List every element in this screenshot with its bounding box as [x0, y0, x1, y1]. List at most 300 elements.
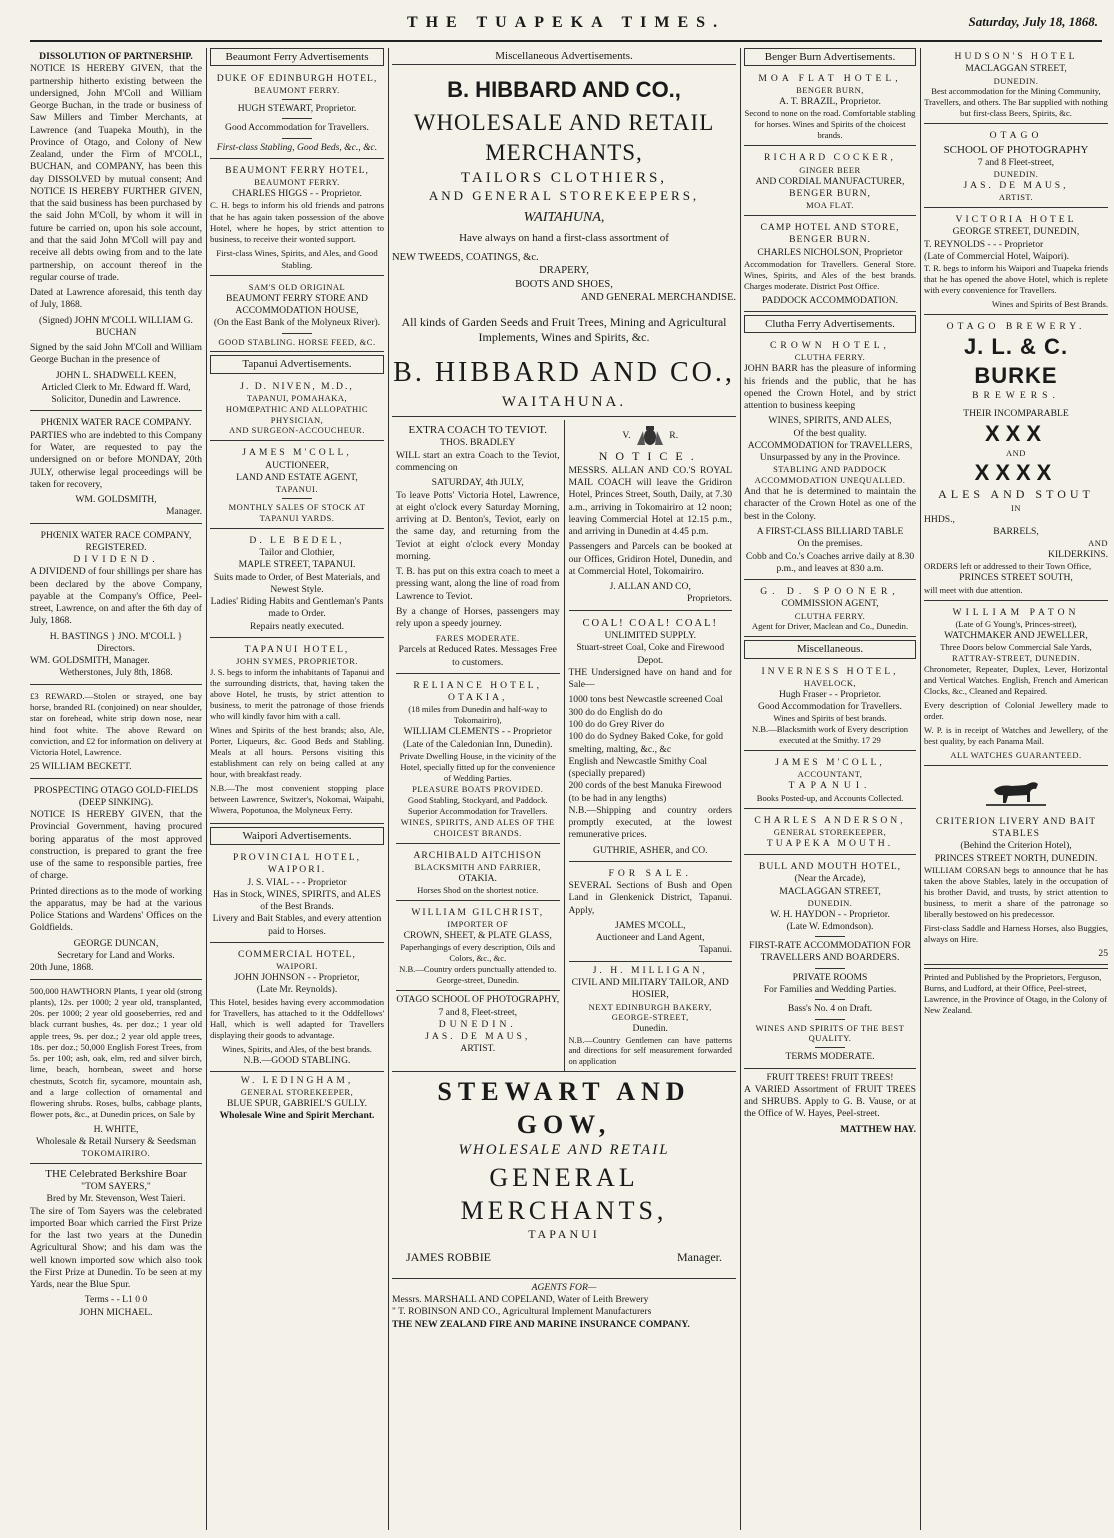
column-rule: [740, 48, 741, 1530]
ad-body: SEVERAL Sections of Bush and Open Land in Glenkenick District, Tapanui. Apply,: [568, 880, 732, 916]
ad-place: DUNEDIN.: [993, 169, 1039, 180]
royal-crest-icon: [633, 425, 667, 447]
for-sale-ad: [569, 865, 733, 962]
ad-goods: BOOTS AND SHOES,: [515, 278, 613, 290]
ad-body: (18 miles from Dunedin and half-way to Tokomairiro),: [408, 704, 548, 726]
ad-place: CLUTHA FERRY.: [794, 352, 866, 363]
ad-place: BENGER BURN,: [796, 85, 864, 96]
ad-place: TAPANUI.: [788, 780, 872, 792]
ad-body: On the premises.: [797, 538, 863, 550]
ad-date: SATURDAY, 4th JULY,: [431, 477, 524, 489]
ad-heading: EXTRA COACH TO TEVIOT.: [408, 424, 548, 437]
paton-ad: [924, 604, 1108, 766]
ad-proprietor: CHARLES NICHOLSON, Proprietor: [757, 246, 903, 258]
ad-signature: JAS. DE MAUS,: [963, 179, 1069, 191]
ad-role: COMMISSION AGENT,: [781, 598, 879, 610]
section-header: Miscellaneous Advertisements.: [392, 48, 736, 65]
ad-role: LAND AND ESTATE AGENT,: [236, 471, 358, 483]
ad-body: To leave Potts' Victoria Hotel, Lawrence, at eight o'clock every Saturday Morning, arriving at D. Benton's, Teviot, early on the same day, and returning from the Teviot at eight o'clock every Monday morning.: [396, 489, 560, 562]
ad-subheading: AND GENERAL STOREKEEPERS,: [428, 188, 700, 204]
ad-body: A VARIED Assortment of FRUIT TREES and SHRUBS. Apply to G. B. Vause, or at the Office of W. Hayes, Peel-street.: [744, 1083, 916, 1120]
ad-body: Signed by the said John M'Coll and William George Buchan in the presence of: [30, 342, 202, 366]
ad-place: MOA FLAT.: [806, 200, 854, 211]
ad-role: BLACKSMITH AND FARRIER,: [414, 861, 541, 872]
ad-body: Superior Accommodation for Travellers.: [408, 805, 548, 816]
ad-body: ACCOMMODATION for TRAVELLERS,: [747, 439, 913, 451]
issue-date: Saturday, July 18, 1868.: [968, 14, 1098, 29]
ad-body: Bred by Mr. Stevenson, West Taieri.: [46, 1193, 186, 1205]
coal-line: English and Newcastle Smithy Coal (specially prepared): [568, 755, 708, 780]
ad-role: AND CORDIAL MANUFACTURER,: [755, 175, 905, 187]
ad-subheading: WHOLESALE AND RETAIL: [458, 1142, 670, 1159]
photography-ad: [396, 994, 560, 1055]
ad-signature: MATTHEW HAY.: [840, 1123, 916, 1135]
ad-place: Tapanui.: [698, 944, 732, 956]
ad-body: Stuart-street Coal, Coke and Firewood Depot.: [576, 642, 725, 666]
ad-heading: RELIANCE HOTEL, OTAKIA,: [413, 679, 543, 704]
ad-body: Printed directions as to the mode of working the apparatus, may be had at the various Police Stations and Wardens' Offices on the Goldfields.: [30, 885, 202, 934]
section-header: Miscellaneous.: [744, 640, 916, 658]
ad-place: DUNEDIN.: [993, 75, 1039, 86]
ad-terms: Terms - - L1 0 0: [84, 1294, 148, 1306]
ad-body: By a change of Horses, passengers may rely upon a speedy journey.: [396, 605, 560, 630]
ad-body: Repairs neatly executed.: [249, 620, 345, 632]
ad-body: Chronometer, Repeater, Duplex, Lever, Horizontal and Vertical Watches. English, French and American Clocks, &c., Cleaned and Repaired.: [924, 663, 1108, 696]
ad-signature: JOHN MICHAEL.: [79, 1306, 153, 1318]
ad-place: TAPANUI.: [276, 484, 318, 495]
ad-body: Good Accommodation for Travellers.: [225, 122, 369, 134]
boar-ad: [30, 1167, 202, 1319]
coal-line: 100 do do Sydney Baked Coke, for gold smelting, malting, &c., &c: [568, 731, 724, 755]
ad-body: MONTHLY SALES OF STOCK AT TAPANUI YARDS.: [228, 501, 366, 523]
ad-body: Dated at Lawrence aforesaid, this tenth day of July, 1868.: [30, 287, 202, 311]
ad-heading: DISSOLUTION OF PARTNERSHIP.: [39, 51, 193, 62]
ad-body: N.B.—Shipping and country orders promptly executed, at the lowest remunerative prices.: [568, 804, 732, 841]
agent-line: Messrs. MARSHALL AND COPELAND, Water of Leith Brewery: [392, 1294, 649, 1306]
ad-role: Auctioneer and Land Agent,: [595, 932, 705, 944]
ad-role: AUCTIONEER,: [265, 459, 329, 471]
ad-body: This Hotel, besides having every accommodation for Travellers, has attached to it the Oddfellows' Hall, which is well adapted for Travellers displaying their goods to advantage.: [210, 996, 384, 1040]
ad-body: KILDERKINS.: [1048, 549, 1108, 561]
ad-role: ACCOUNTANT,: [797, 769, 863, 780]
ad-body: Ladies' Riding Habits and Gentleman's Pants made to Order.: [210, 596, 384, 620]
prospecting-notice: [30, 782, 202, 980]
ad-goods: AND GENERAL MERCHANDISE.: [580, 292, 736, 304]
lebedel-ad: [210, 532, 384, 638]
ad-body: JOHN BARR has the pleasure of informing his friends and the public, that he has opened the Crown Hotel, and by strict attention to business keeping: [744, 363, 916, 412]
coal-ad: [569, 614, 733, 862]
ad-heading: PHŒNIX WATER RACE COMPANY, REGISTERED.: [40, 529, 192, 553]
ad-signature: H. WHITE,: [93, 1123, 139, 1135]
aitchison-ad: [396, 847, 560, 901]
hudsons-hotel-ad: [924, 48, 1108, 124]
ad-role: GINGER BEER: [799, 164, 861, 175]
ad-body: (Late of the Caledonian Inn, Dunedin).: [403, 738, 553, 750]
ad-place: DUNEDIN.: [438, 1018, 517, 1030]
ad-signature: (Signed) JOHN M'COLL WILLIAM G. BUCHAN: [39, 314, 193, 338]
ad-body: Wines and Spirits of Best Brands.: [991, 299, 1108, 310]
coal-line: 300 do do English do do: [568, 706, 663, 718]
ad-place: WAIPORI.: [276, 961, 318, 972]
ad-role: Proprietors.: [686, 593, 732, 605]
ad-heading: FRUIT TREES! FRUIT TREES!: [766, 1071, 894, 1083]
ad-role: Tailor and Clothier,: [259, 547, 335, 558]
manager-role: Manager.: [677, 1250, 722, 1265]
ad-heading: SCHOOL OF PHOTOGRAPHY: [943, 143, 1089, 156]
ad-tag: SAM'S OLD ORIGINAL: [248, 281, 346, 292]
cocker-ad: [744, 149, 916, 216]
allan-notice: [569, 420, 733, 610]
ad-body: NOTICE IS HEREBY GIVEN, that the partnership hitherto existing between the undersigned, John M'Coll and William George Buchan, in the trade or business of Saw Millers and Timber Merchants, at Lawrence (and Tuapeka Mouth), in the Province of Otago, and Colony of New Zealand, under the Firm of M'COLL, BUCHAN, and COMPANY, has been this day DISSOLVED by mutual consent; And NOTICE IS HEREBY FURTHER GIVEN, that the said business has been purchased by the said John M'Coll, by whom it will in future be carried on, upon his sole account, and that the said John M'Coll will pay and receive all debts owing from and to the late partnership, on account thereof in the regular course of trade.: [30, 63, 202, 283]
ad-place: TAPANUI: [528, 1227, 600, 1242]
ad-proprietor: WILLIAM CLEMENTS - - Proprietor: [403, 726, 552, 738]
reward-notice: [30, 688, 202, 779]
ad-body: Has in Stock, WINES, SPIRITS, and ALES of the Best Brands.: [213, 888, 381, 913]
manager-line: [406, 1250, 722, 1265]
criterion-stables-ad: [924, 769, 1108, 965]
ad-body: Wines and Spirits of the best brands; also, Ale, Porter, Liqueurs, &c. Good Beds and Stabling. Meals at all hours. Persons visiting this establishment can rely on being called at any hour, with breakfast ready.: [210, 725, 384, 779]
ad-place: TAPANUI, POMAHAKA,: [246, 392, 348, 403]
stewart-gow-ad: [392, 1072, 736, 1279]
ledingham-ad: [210, 1075, 384, 1123]
column-1: [30, 48, 202, 1530]
ad-signature: GEORGE DUNCAN,: [73, 937, 159, 949]
ad-body: N.B.—GOOD STABLING.: [243, 1054, 351, 1066]
ad-signature: WM. GOLDSMITH,: [75, 494, 157, 506]
ad-body: The sire of Tom Sayers was the celebrated imported Boar which carried the First Prize for the last two years at the Dunedin Agricultural Show; and his dam was the well known imported sow which also took the First Prize at Dunedin. To be seen at my Yards, near the Blue Spur.: [30, 1205, 202, 1291]
ad-heading: THE Celebrated Berkshire Boar: [45, 1167, 187, 1180]
bull-mouth-hotel-ad: [744, 858, 916, 1069]
ad-body: PLEASURE BOATS PROVIDED.: [412, 783, 544, 794]
ad-signature: JAMES M'COLL,: [615, 919, 686, 931]
ad-body: NOTICE IS HEREBY GIVEN, that the Provincial Government, having procured boring apparatus of the most approved construction, is prepared to grant the free use of the same to responsible parties, free of charge.: [30, 809, 202, 882]
ad-proprietor: CHARLES HIGGS - - Proprietor.: [232, 188, 362, 200]
brand-xxx: XXX: [984, 421, 1048, 447]
ad-place: BEAUMONT FERRY.: [254, 85, 340, 96]
ad-directors: H. BASTINGS } JNO. M'COLL } Directors.: [49, 630, 183, 654]
two-column-ads: [392, 420, 736, 1071]
column-2: [210, 48, 384, 1530]
ad-heading: B. HIBBARD AND CO.,: [447, 77, 681, 103]
ad-body: And that he is determined to maintain the character of the Crown Hotel as one of the best in the Colony.: [744, 486, 916, 522]
ad-place: BEAUMONT FERRY.: [254, 177, 340, 188]
ad-tag: OTAGO: [989, 130, 1043, 142]
ad-body: (Late of Commercial Hotel, Waipori).: [924, 250, 1070, 262]
horse-icon: [986, 776, 1046, 812]
vr-letter: V.: [622, 430, 631, 442]
phoenix-dividend: [30, 527, 202, 685]
ad-heading: J. D. NIVEN, M.D.,: [240, 380, 354, 392]
ad-body: £3 REWARD.—Stolen or strayed, one bay horse, branded RL (conjoined) on near shoulder, star on forehead, white strip down nose, near hind foot white. The above Reward on conviction, and £2 for information on delivery at Victoria Hotel, Lawrence.: [30, 690, 202, 757]
ad-body: Every description of Colonial Jewellery made to order.: [924, 699, 1108, 721]
section-header: Clutha Ferry Advertisements.: [744, 315, 916, 333]
ad-body: N.B.—Blacksmith work of Every description executed at the Smithy. 17 29: [751, 724, 909, 746]
ad-role: AND SURGEON-ACCOUCHEUR.: [229, 425, 365, 436]
ad-heading: AGENTS FOR—: [531, 1281, 597, 1293]
ad-heading: OTAGO SCHOOL OF PHOTOGRAPHY,: [396, 994, 560, 1006]
ad-body: FIRST-RATE ACCOMMODATION FOR TRAVELLERS AND BOARDERS.: [749, 940, 911, 964]
ad-body: N.B.—The most convenient stopping place between Lawrence, Switzer's, Nokomai, Waipahi, Wiwera, Popotunoa, the Molyneux Ferry.: [210, 783, 384, 815]
ad-body: Private Dwelling House, in the vicinity of the Hotel, specially fitted up for the convenience of Wedding Parties.: [399, 750, 557, 783]
ad-body: WINES, SPIRITS, AND ALES,: [768, 415, 892, 427]
brewery-name: J. L. & C. BURKE: [963, 334, 1069, 388]
ad-heading: NOTICE.: [598, 449, 702, 464]
ad-body: Articled Clerk to Mr. Edward ff. Ward, Solicitor, Dunedin and Lawrence.: [41, 381, 191, 406]
agents-list: [392, 1282, 736, 1331]
ad-body: A DIVIDEND of four shillings per share has been declared by the above Company, payable at the Company's Office, Peel-street, Lawrence, on and after the 6th day of July, 1868.: [30, 566, 202, 627]
ad-heading: CROWN HOTEL,: [770, 340, 890, 352]
ad-body: N.B.—Country Gentlemen can have patterns and directions for self measurement forwarded on application: [568, 1035, 732, 1067]
ad-heading: GENERAL MERCHANTS,: [460, 1162, 668, 1225]
ad-heading: STEWART AND GOW,: [437, 1076, 691, 1140]
ad-heading: VICTORIA HOTEL: [955, 214, 1077, 226]
ad-body: TERMS MODERATE.: [785, 1051, 875, 1063]
milligan-ad: [569, 965, 733, 1068]
ad-body: Have always on hand a first-class assortment of: [459, 231, 669, 244]
section-header: Waipori Advertisements.: [210, 827, 384, 845]
hibbard-ad: [392, 69, 736, 417]
ad-proprietor: JOHN SYMES, PROPRIETOR.: [236, 656, 358, 667]
ad-heading: WILLIAM PATON: [952, 606, 1080, 618]
ad-place: Dunedin.: [632, 1023, 668, 1035]
tapanui-hotel-ad: [210, 641, 384, 824]
ad-heading: HUDSON'S HOTEL: [954, 51, 1078, 62]
ad-heading: CHARLES ANDERSON,: [754, 814, 906, 826]
ad-body: Three Doors below Commercial Sale Yards,: [940, 642, 1092, 653]
mccoll-auctioneer-ad: [210, 444, 384, 528]
ad-heading: INVERNESS HOTEL,: [761, 665, 899, 677]
ad-heading: PROSPECTING OTAGO GOLD-FIELDS (DEEP SINKING).: [33, 784, 199, 808]
ad-body: STABLING AND PADDOCK ACCOMMODATION UNEQUALLED.: [754, 464, 906, 486]
ad-body: PARTIES who are indebted to this Company for Water, are requested to pay the undersigned on or before MONDAY, 20th JULY, otherwise legal proceedings will be taken for recovery,: [30, 429, 202, 490]
ad-body: First-class Saddle and Harness Horses, also Buggies, always on Hire.: [924, 922, 1108, 944]
section-header: Tapanui Advertisements.: [210, 355, 384, 373]
ad-role: Wholesale & Retail Nursery & Seedsman: [35, 1135, 197, 1147]
ad-proprietor: THOS. BRADLEY: [440, 437, 516, 449]
ad-heading: PHŒNIX WATER RACE COMPANY.: [40, 417, 192, 429]
ad-place: RATTRAY-STREET, DUNEDIN.: [952, 653, 1080, 664]
ad-body: First-class Stabling, Good Beds, &c., &c.: [216, 141, 378, 153]
ad-role: IMPORTER OF: [447, 919, 509, 930]
ad-body: GEORGE STREET, DUNEDIN,: [952, 226, 1080, 238]
vr-letter: R.: [669, 430, 679, 442]
ad-body: will meet with due attention.: [924, 584, 1023, 595]
victoria-hotel-ad: [924, 211, 1108, 315]
ad-place: WAITAHUNA.: [501, 394, 627, 411]
ad-role: HOMŒPATHIC AND ALLOPATHIC PHYSICIAN,: [225, 403, 369, 425]
ad-role: ARTIST.: [460, 1043, 496, 1055]
ad-place: TUAPEKA MOUTH.: [766, 837, 894, 849]
ad-role: GENERAL STOREKEEPER,: [240, 1087, 354, 1098]
mccoll-accountant-ad: [744, 754, 916, 808]
ad-heading: CRITERION LIVERY AND BAIT STABLES: [935, 815, 1097, 840]
ad-heading: PROVINCIAL HOTEL, WAIPORI.: [233, 852, 361, 876]
ad-heading: JAMES M'COLL,: [242, 447, 352, 459]
ad-subheading: "TOM SAYERS,": [81, 1180, 151, 1192]
ad-body: Agent for Driver, Maclean and Co., Dunedin.: [751, 621, 909, 632]
ad-subheading: UNLIMITED SUPPLY.: [604, 630, 697, 642]
ad-subheading: TAILORS CLOTHIERS,: [460, 170, 668, 187]
coal-line: 1000 tons best Newcastle screened Coal: [568, 694, 723, 706]
anderson-ad: [744, 812, 916, 855]
agent-line: THE NEW ZEALAND FIRE AND MARINE INSURANCE COMPANY.: [392, 1318, 690, 1330]
column-5: [924, 48, 1108, 1530]
ad-body: IN: [1011, 502, 1021, 513]
imprint: Printed and Published by the Proprietors, Ferguson, Burns, and Ludford, at their Office, Peel-street, Lawrence, in the Province of Otago, in the Colony of New Zealand.: [924, 968, 1108, 1016]
ad-heading: G. D. SPOONER,: [760, 586, 900, 598]
ad-role: WATCHMAKER AND JEWELLER,: [944, 629, 1088, 641]
ad-body: THEIR INCOMPARABLE: [963, 407, 1069, 419]
ad-role: Secretary for Land and Works.: [57, 949, 175, 961]
left-subcolumn: [392, 420, 565, 1070]
ad-proprietor: W. H. HAYDON - - Proprietor.: [770, 908, 890, 920]
ad-body: Suits made to Order, of Best Materials, and Newest Style.: [213, 571, 381, 595]
ad-heading: ARCHIBALD AITCHISON: [413, 849, 543, 861]
ad-body: (Late of G Young's, Princes-street),: [955, 618, 1077, 629]
ad-heading: BEAUMONT FERRY STORE AND ACCOMMODATION HOUSE,: [226, 292, 368, 317]
ad-heading: W. LEDINGHAM,: [240, 1074, 354, 1086]
ad-place: George-street, Dunedin.: [436, 975, 520, 986]
ad-body: MESSRS. ALLAN AND CO.'S ROYAL MAIL COACH will leave the Gridiron Hotel, Princes Street, South, Daily, at 7.30 a.m., arriving in Tokomairiro at 12 noon; leaving Commercial Hotel at 12.15 p.m., and arriving in Dunedin at 4.45 p.m.: [568, 464, 732, 538]
ad-body: W. P. is in receipt of Watches and Jewellery, of the best quality, by each Panama Mail.: [924, 724, 1108, 746]
column-4: [744, 48, 916, 1530]
masthead: [30, 14, 1102, 42]
ad-place: Wetherstones, July 8th, 1868.: [59, 667, 173, 679]
ad-body: Of the best quality.: [793, 427, 867, 439]
ad-body: BARRELS,: [993, 525, 1039, 537]
ad-heading: COMMERCIAL HOTEL,: [238, 948, 356, 960]
ad-body: 7 and 8 Fleet-street,: [977, 156, 1055, 168]
hawthorn-ad: [30, 983, 202, 1164]
ad-body: MACLAGGAN STREET,: [779, 885, 881, 897]
provincial-hotel-ad: [210, 849, 384, 943]
ad-proprietor: A. T. BRAZIL, Proprietor.: [779, 96, 881, 108]
brewery-ad: [924, 318, 1108, 600]
ad-body: HHDS.,: [924, 513, 955, 525]
ad-heading: RICHARD COCKER,: [764, 152, 896, 164]
crown-hotel-ad: [744, 337, 916, 580]
ad-body: Second to none on the road. Comfortable stabling for horses. Wines and Spirits of the choicest brands.: [744, 108, 916, 141]
ad-body: ALES AND STOUT: [938, 487, 1094, 502]
ad-heading: DUKE OF EDINBURGH HOTEL,: [216, 73, 378, 85]
ad-body: For Families and Wedding Parties.: [763, 984, 897, 996]
ad-place: DUNEDIN.: [807, 897, 853, 908]
ad-body: N.B.—Country orders punctually attended to.: [399, 964, 557, 975]
commercial-hotel-ad: [210, 946, 384, 1072]
ad-body: Wines, Spirits, and Ales, of the best brands.: [222, 1043, 372, 1054]
ad-body: Best accommodation for the Mining Community, Travellers, and others. The Bar supplied with nothing but first-class Beers, Spirits, &c.: [924, 86, 1108, 119]
ad-signature: JAS. DE MAUS,: [425, 1031, 531, 1043]
coal-line: 100 do do Grey River do: [568, 718, 665, 730]
ad-place: TOKOMAIRIRO.: [81, 1148, 151, 1159]
ad-body: ORDERS left or addressed to their Town Office,: [924, 561, 1092, 572]
ad-signature: J. ALLAN AND CO,: [609, 581, 691, 593]
ad-footer: Horses Shod on the shortest notice.: [417, 884, 539, 895]
ad-heading: WILLIAM GILCHRIST,: [411, 906, 545, 918]
ad-body: PADDOCK ACCOMMODATION.: [761, 294, 899, 306]
ad-heading: D. LE BEDEL,: [249, 534, 345, 546]
coach-ad: [396, 420, 560, 673]
ad-heading: OTAGO BREWERY.: [946, 321, 1086, 333]
camp-hotel-ad: [744, 219, 916, 312]
ad-body: Livery and Bait Stables, and every attention paid to Horses.: [212, 913, 382, 937]
ad-body: Bass's No. 4 on Draft.: [787, 1003, 873, 1015]
niven-ad: [210, 378, 384, 442]
ad-subheading: DIVIDEND.: [73, 554, 159, 566]
ad-role: Manager.: [166, 506, 202, 518]
sams-store-ad: [210, 279, 384, 353]
beaumont-ferry-hotel-ad: [210, 162, 384, 276]
right-subcolumn: [565, 420, 737, 1070]
ad-goods: DRAPERY,: [539, 265, 589, 277]
ad-proprietor: T. REYNOLDS - - - Proprietor: [924, 238, 1044, 250]
ad-body: NEXT EDINBURGH BAKERY, GEORGE-STREET,: [588, 1001, 712, 1023]
ad-place: PRINCES STREET NORTH, DUNEDIN.: [934, 852, 1098, 864]
ad-body: ALL WATCHES GUARANTEED.: [950, 749, 1082, 760]
reliance-hotel-ad: [396, 677, 560, 844]
ad-number: 25: [1098, 947, 1108, 959]
ad-body: J. S. begs to inform the inhabitants of Tapanui and the surrounding districts, that, having taken the above Hotel, he trusts, by strict attention to business, to merit the patronage of those friends who will kindly favor him with a call.: [210, 667, 384, 721]
ad-heading: BULL AND MOUTH HOTEL,: [758, 861, 902, 873]
spooner-ad: [744, 583, 916, 637]
ad-body: (Behind the Criterion Hotel),: [960, 840, 1072, 852]
ad-heading: J. H. MILLIGAN,: [592, 964, 708, 976]
ad-signature: JOHN L. SHADWELL KEEN,: [55, 369, 177, 381]
ad-body: Good Accommodation for Travellers.: [758, 700, 902, 712]
gilchrist-ad: [396, 904, 560, 991]
ad-body: WINES, SPIRITS, AND ALES OF THE CHOICEST BRANDS.: [400, 816, 555, 838]
ad-body: First-class Wines, Spirits, and Ales, and Good Stabling.: [216, 248, 378, 270]
ad-body: Paperhangings of every description, Oils and Colors, &c., &c.: [400, 942, 556, 964]
agent-line: " T. ROBINSON AND CO., Agricultural Implement Manufacturers: [392, 1306, 652, 1318]
ad-body: All kinds of Garden Seeds and Fruit Trees, Mining and Agricultural Implements, Wines and Spirits, &c.: [401, 314, 727, 345]
ad-role: BREWERS.: [972, 389, 1060, 401]
ad-heading: MOA FLAT HOTEL,: [758, 73, 902, 85]
newspaper-title: THE TUAPEKA TIMES.: [406, 14, 726, 31]
ad-place: BENGER BURN,: [789, 187, 871, 199]
ad-body: Books Posted-up, and Accounts Collected.: [756, 792, 904, 803]
ad-body: WILL start an extra Coach to the Teviot, commencing on: [396, 449, 560, 473]
ad-goods: NEW TWEEDS, COATINGS, &c.: [392, 251, 539, 263]
ad-body: Accommodation for Travellers. General Store. Wines, Spirits, and Ales of the best brands. Charges moderate. District Post Office.: [744, 258, 916, 291]
ad-heading: WHOLESALE AND RETAIL MERCHANTS,: [413, 110, 715, 165]
ad-date: 20th June, 1868.: [30, 962, 94, 974]
ad-body: WINES AND SPIRITS OF THE BEST QUALITY.: [755, 1022, 905, 1044]
ad-body: Wines and Spirits of best brands.: [773, 713, 887, 724]
column-rule: [206, 48, 207, 1530]
ad-body: PRIVATE ROOMS: [792, 971, 868, 983]
ad-body: FARES MODERATE.: [435, 633, 520, 644]
column-rule: [388, 48, 389, 1530]
brand-xxxx: XXXX: [974, 460, 1058, 486]
ad-signature: WM. GOLDSMITH, Manager.: [30, 655, 150, 667]
section-header: Beaumont Ferry Advertisements: [210, 48, 384, 66]
ad-role: ARTIST.: [998, 192, 1034, 203]
ad-body: THE Undersigned have on hand and for Sale—: [568, 666, 732, 691]
ad-body: CROWN, SHEET, & PLATE GLASS,: [403, 930, 552, 942]
ad-proprietor: J. S. VIAL - - - Proprietor: [247, 876, 347, 888]
ad-body: AND: [1088, 538, 1108, 549]
ad-place: (On the East Bank of the Molyneux River).: [213, 317, 381, 329]
ad-body: Unsurpassed by any in the Province.: [759, 452, 901, 464]
ad-body: Cobb and Co.'s Coaches arrive daily at 8.30 p.m., and leaves at 830 a.m.: [745, 550, 915, 574]
ad-body: A FIRST-CLASS BILLIARD TABLE: [756, 525, 904, 537]
ad-signature: GUTHRIE, ASHER, and CO.: [592, 844, 708, 856]
ad-body: (Near the Arcade),: [794, 873, 866, 885]
section-header: Benger Burn Advertisements.: [744, 48, 916, 66]
column-rule: [920, 48, 921, 1530]
ad-heading: JAMES M'COLL,: [775, 757, 885, 769]
